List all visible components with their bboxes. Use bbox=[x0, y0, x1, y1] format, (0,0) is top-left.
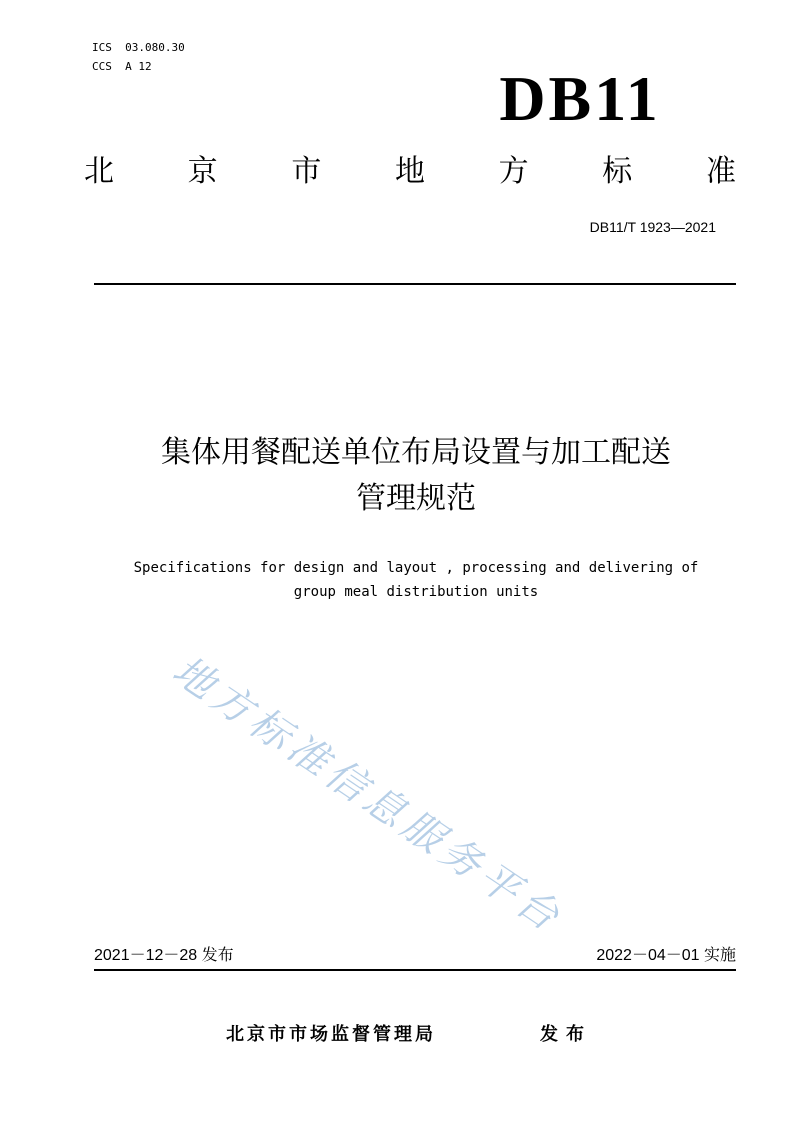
standard-type-char: 方 bbox=[498, 154, 529, 189]
issuing-authority: 北京市市场监督管理局 bbox=[226, 1024, 436, 1045]
standard-type-char: 地 bbox=[394, 154, 425, 189]
classification-codes bbox=[92, 38, 185, 76]
issue-label: 发布 bbox=[540, 1024, 592, 1045]
english-title-line-1: Specifications for design and layout , processing and delivering of bbox=[133, 560, 699, 576]
english-title-line-2: group meal distribution units bbox=[293, 584, 539, 600]
ics-code: ICS 03.080.30 bbox=[92, 41, 185, 54]
chinese-title bbox=[96, 430, 736, 522]
english-title bbox=[96, 556, 736, 604]
standard-type-char: 市 bbox=[291, 154, 322, 189]
footer-divider bbox=[94, 969, 736, 971]
chinese-title-line-2: 管理规范 bbox=[356, 481, 476, 516]
watermark-text: 地方标准信息服务平台 bbox=[164, 647, 572, 943]
header-divider bbox=[94, 283, 736, 285]
standard-number: DB11/T 1923—2021 bbox=[589, 219, 716, 235]
issue-date: 2021－12－28 发布 bbox=[94, 947, 234, 964]
standard-type-heading bbox=[84, 150, 736, 194]
standard-type-char: 京 bbox=[187, 154, 218, 189]
standard-type-char: 准 bbox=[705, 154, 736, 189]
chinese-title-line-1: 集体用餐配送单位布局设置与加工配送 bbox=[161, 435, 671, 470]
standard-brand-mark: DB11 bbox=[499, 63, 661, 134]
implementation-date: 2022－04－01 实施 bbox=[596, 947, 736, 964]
standard-type-char: 北 bbox=[84, 154, 114, 189]
standard-type-char: 标 bbox=[602, 154, 633, 189]
ccs-code: CCS A 12 bbox=[92, 60, 152, 73]
